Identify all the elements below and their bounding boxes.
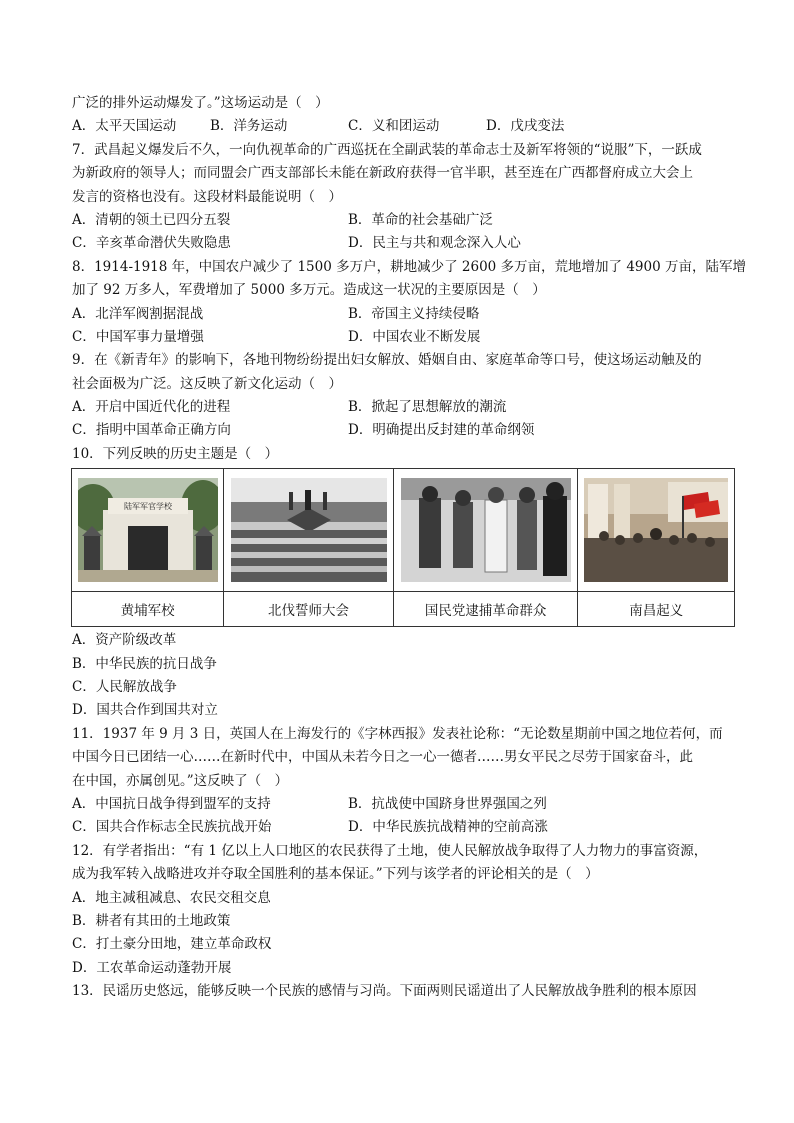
q10-option-d[interactable]: D．国共合作到国共对立 <box>72 702 218 719</box>
q9-options-row <box>72 396 732 419</box>
q7-stem-line: 发言的资格也没有。这段材料最能说明（ ） <box>72 188 342 205</box>
q6-option-a[interactable]: A．太平天国运动 <box>72 118 177 135</box>
q8-option-a[interactable]: A．北洋军阀割据混战 <box>72 305 204 322</box>
q12-option-c[interactable]: C．打土豪分田地，建立革命政权 <box>72 936 272 953</box>
q11-stem-line: 在中国，亦属创见。”这反映了（ ） <box>72 772 289 789</box>
q10-option-a[interactable]: A．资产阶级改革 <box>72 632 177 649</box>
q11-options-row <box>72 816 732 839</box>
photo-cell-arrest <box>393 469 578 592</box>
gate-inscription: 陆军军官学校 <box>123 502 172 512</box>
q9-stem-line: 9．在《新青年》的影响下，各地刊物纷纷提出妇女解放、婚姻自由、家庭革命等口号，使这场运动触及的 <box>72 352 702 369</box>
q7-option-b[interactable]: B．革命的社会基础广泛 <box>348 211 493 228</box>
q6-stem-tail: 广泛的排外运动爆发了。”这场运动是（ ） <box>72 95 329 111</box>
photo-cell-nanchang <box>578 469 735 592</box>
q8-stem-line: 加了 92 万多人，军费增加了 5000 多万元。造成这一状况的主要原因是（ ） <box>72 282 546 299</box>
q9-option-b[interactable]: B．掀起了思想解放的潮流 <box>348 399 507 416</box>
q11-option-b[interactable]: B．抗战使中国跻身世界强国之列 <box>348 795 547 812</box>
q7-options-row <box>72 209 732 232</box>
q6-option-b[interactable]: B．洋务运动 <box>210 118 288 135</box>
q11-options-row <box>72 793 732 816</box>
kmt-arrest-photo <box>401 478 571 582</box>
q8-option-c[interactable]: C．中国军事力量增强 <box>72 328 204 345</box>
q9-options-row <box>72 419 732 442</box>
q12-option-b[interactable]: B．耕者有其田的土地政策 <box>72 912 231 929</box>
q9-option-d[interactable]: D．明确提出反封建的革命纲领 <box>348 422 535 439</box>
q7-option-c[interactable]: C．辛亥革命潜伏失败隐患 <box>72 235 231 252</box>
q11-stem-line: 11．1937 年 9 月 3 日，英国人在上海发行的《字林西报》发表社论称：“无论数星期前中国之地位若何，而 <box>72 725 723 742</box>
q7-option-a[interactable]: A．清朝的领土已四分五裂 <box>72 211 231 228</box>
q8-option-d[interactable]: D．中国农业不断发展 <box>348 328 481 345</box>
huangpu-academy-photo <box>78 478 218 582</box>
photo-cell-huangpu <box>72 469 224 592</box>
q9-option-a[interactable]: A．开启中国近代化的进程 <box>72 399 231 416</box>
q10-option-c[interactable]: C．人民解放战争 <box>72 679 177 696</box>
northern-expedition-rally-photo <box>231 478 387 582</box>
q8-options-row <box>72 326 732 349</box>
q8-stem-line: 8．1914-1918 年，中国农户减少了 1500 多万户，耕地减少了 2600 多万亩，荒地增加了 4900 万亩，陆军增 <box>72 258 746 275</box>
q13-stem-line: 13．民谣历史悠远，能够反映一个民族的感情与习尚。下面两则民谣道出了人民解放战争胜利的根本原因 <box>72 983 697 1000</box>
q12-stem-line: 成为我军转入战略进攻并夺取全国胜利的基本保证。”下列与该学者的评论相关的是（ ） <box>72 866 599 883</box>
q7-options-row <box>72 232 732 255</box>
caption-arrest: 国民党逮捕革命群众 <box>393 592 578 627</box>
caption-northern-expedition: 北伐誓师大会 <box>224 592 394 627</box>
nanchang-uprising-painting <box>584 478 728 582</box>
q11-option-d[interactable]: D．中华民族抗战精神的空前高涨 <box>348 819 548 836</box>
q8-option-b[interactable]: B．帝国主义持续侵略 <box>348 305 480 322</box>
caption-huangpu: 黄埔军校 <box>72 592 224 627</box>
caption-nanchang: 南昌起义 <box>578 592 735 627</box>
q12-option-a[interactable]: A．地主减租减息、农民交租交息 <box>72 889 271 906</box>
q8-options-row <box>72 303 732 326</box>
q12-option-d[interactable]: D．工农革命运动蓬勃开展 <box>72 959 232 976</box>
photo-cell-northern-expedition <box>224 469 394 592</box>
q7-stem-line: 为新政府的领导人；而同盟会广西支部部长未能在新政府获得一官半职，甚至连在广西都督府成立大会上 <box>72 165 693 182</box>
q7-stem-line: 7．武昌起义爆发后不久，一向仇视革命的广西巡抚在全副武装的革命志士及新军将领的“说服”下，一跃成 <box>72 141 702 158</box>
exam-page <box>72 92 746 1004</box>
q10-stem: 10．下列反映的历史主题是（ ） <box>72 445 279 462</box>
q11-option-c[interactable]: C．国共合作标志全民族抗战开始 <box>72 819 272 836</box>
q6-option-c[interactable]: C．义和团运动 <box>348 118 440 135</box>
q6-options <box>72 115 732 138</box>
q9-option-c[interactable]: C．指明中国革命正确方向 <box>72 422 231 439</box>
q10-option-b[interactable]: B．中华民族的抗日战争 <box>72 655 217 672</box>
q11-option-a[interactable]: A．中国抗日战争得到盟军的支持 <box>72 795 271 812</box>
q7-option-d[interactable]: D．民主与共和观念深入人心 <box>348 235 521 252</box>
q12-stem-line: 12．有学者指出：“有 1 亿以上人口地区的农民获得了土地，使人民解放战争取得了人力物力的事富资源， <box>72 842 708 859</box>
q10-image-table <box>71 468 735 627</box>
q6-option-d[interactable]: D．戊戌变法 <box>486 118 565 135</box>
q9-stem-line: 社会面极为广泛。这反映了新文化运动（ ） <box>72 375 342 392</box>
q11-stem-line: 中国今日已团结一心……在新时代中，中国从未若今日之一心一德者……男女平民之尽劳于国家奋斗，此 <box>72 749 693 766</box>
